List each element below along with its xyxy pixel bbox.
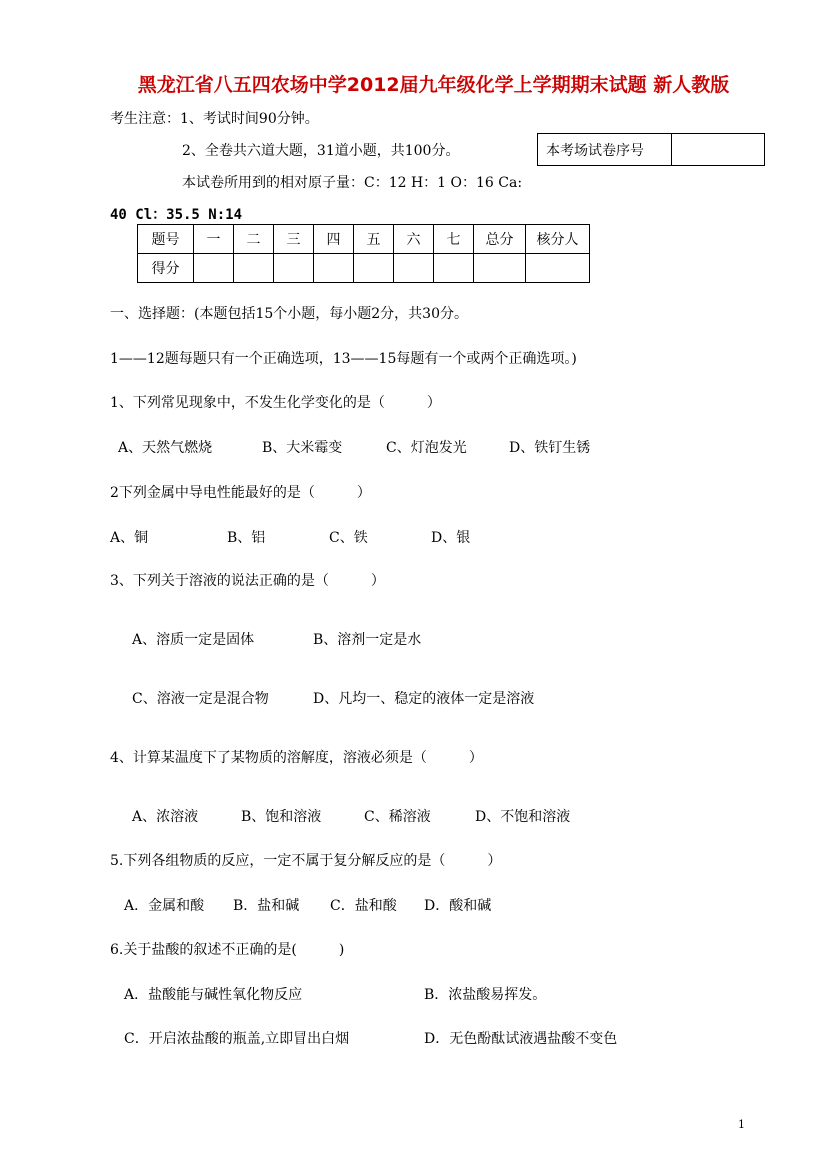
- notes-line-2: 2、全卷共六道大题，31道小题，共100分。: [182, 143, 460, 159]
- question-4-stem: 4、计算某温度下了某物质的溶解度，溶液必须是（ ）: [110, 750, 483, 766]
- question-6-option-d: D．无色酚酞试液遇盐酸不变色: [424, 1031, 618, 1047]
- score-row-label: 得分: [138, 254, 194, 283]
- score-table: [137, 224, 590, 283]
- score-cell[interactable]: [354, 254, 394, 283]
- question-5-option-b: B．盐和碱: [233, 898, 300, 914]
- score-header-cell: 三: [274, 225, 314, 254]
- notes-line-3: 本试卷所用到的相对原子量：C：12 H：1 O：16 Ca:: [182, 175, 523, 191]
- question-2-option-a: A、铜: [110, 530, 149, 546]
- score-cell[interactable]: [234, 254, 274, 283]
- page-number: 1: [738, 1118, 745, 1131]
- question-2-option-c: C、铁: [329, 530, 368, 546]
- seat-number-field[interactable]: [672, 134, 765, 166]
- question-6-option-b: B．浓盐酸易挥发。: [424, 987, 547, 1003]
- question-6-option-c: C．开启浓盐酸的瓶盖,立即冒出白烟: [124, 1031, 350, 1047]
- question-3-stem: 3、下列关于溶液的说法正确的是（ ）: [110, 573, 385, 589]
- question-4-option-d: D、不饱和溶液: [475, 809, 571, 825]
- score-header-cell: 题号: [138, 225, 194, 254]
- question-5-option-d: D．酸和碱: [424, 898, 492, 914]
- score-cell[interactable]: [526, 254, 590, 283]
- score-header-cell: 一: [194, 225, 234, 254]
- question-1-option-b: B、大米霉变: [262, 440, 343, 456]
- section-1-instruction: 1——12题每题只有一个正确选项，13——15每题有一个或两个正确选项。): [110, 351, 577, 367]
- question-1-option-a: A、天然气燃烧: [118, 440, 213, 456]
- question-1-stem: 1、下列常见现象中，不发生化学变化的是（ ）: [110, 395, 441, 411]
- score-table-score-row: [138, 254, 590, 283]
- notes-label: 考生注意：1、考试时间90分钟。: [110, 111, 319, 127]
- question-3-option-d: D、凡均一、稳定的液体一定是溶液: [313, 691, 535, 707]
- score-header-cell: 核分人: [526, 225, 590, 254]
- question-6-stem: 6.关于盐酸的叙述不正确的是( ): [110, 942, 345, 958]
- question-3-option-a: A、溶质一定是固体: [132, 632, 255, 648]
- question-1-option-d: D、铁钉生锈: [509, 440, 591, 456]
- question-5-stem: 5.下列各组物质的反应，一定不属于复分解反应的是（ ）: [110, 853, 502, 869]
- seat-number-label: 本考场试卷序号: [538, 134, 672, 166]
- question-4-option-a: A、浓溶液: [132, 809, 199, 825]
- question-4-option-b: B、饱和溶液: [241, 809, 322, 825]
- score-cell[interactable]: [394, 254, 434, 283]
- question-2-option-b: B、铝: [227, 530, 266, 546]
- score-header-cell: 二: [234, 225, 274, 254]
- question-6-option-a: A．盐酸能与碱性氧化物反应: [124, 987, 303, 1003]
- score-cell[interactable]: [314, 254, 354, 283]
- page-title: 黑龙江省八五四农场中学2012届九年级化学上学期期末试题 新人教版: [137, 74, 730, 96]
- question-5-option-a: A．金属和酸: [124, 898, 205, 914]
- question-5-option-c: C．盐和酸: [330, 898, 397, 914]
- score-cell[interactable]: [274, 254, 314, 283]
- question-1-option-c: C、灯泡发光: [386, 440, 467, 456]
- question-3-option-b: B、溶剂一定是水: [313, 632, 422, 648]
- score-table-header-row: [138, 225, 590, 254]
- question-2-stem: 2下列金属中导电性能最好的是（ ）: [110, 485, 371, 501]
- score-header-cell: 五: [354, 225, 394, 254]
- score-header-cell: 总分: [474, 225, 526, 254]
- section-1-heading: 一、选择题：(本题包括15个小题，每小题2分，共30分。: [110, 306, 468, 322]
- question-2-option-d: D、银: [431, 530, 471, 546]
- score-cell[interactable]: [194, 254, 234, 283]
- score-header-cell: 七: [434, 225, 474, 254]
- notes-line-4: 40 Cl：35.5 N:14: [110, 207, 243, 223]
- seat-number-box: [537, 133, 765, 166]
- score-header-cell: 四: [314, 225, 354, 254]
- score-header-cell: 六: [394, 225, 434, 254]
- question-4-option-c: C、稀溶液: [364, 809, 431, 825]
- score-cell[interactable]: [474, 254, 526, 283]
- question-3-option-c: C、溶液一定是混合物: [132, 691, 269, 707]
- score-cell[interactable]: [434, 254, 474, 283]
